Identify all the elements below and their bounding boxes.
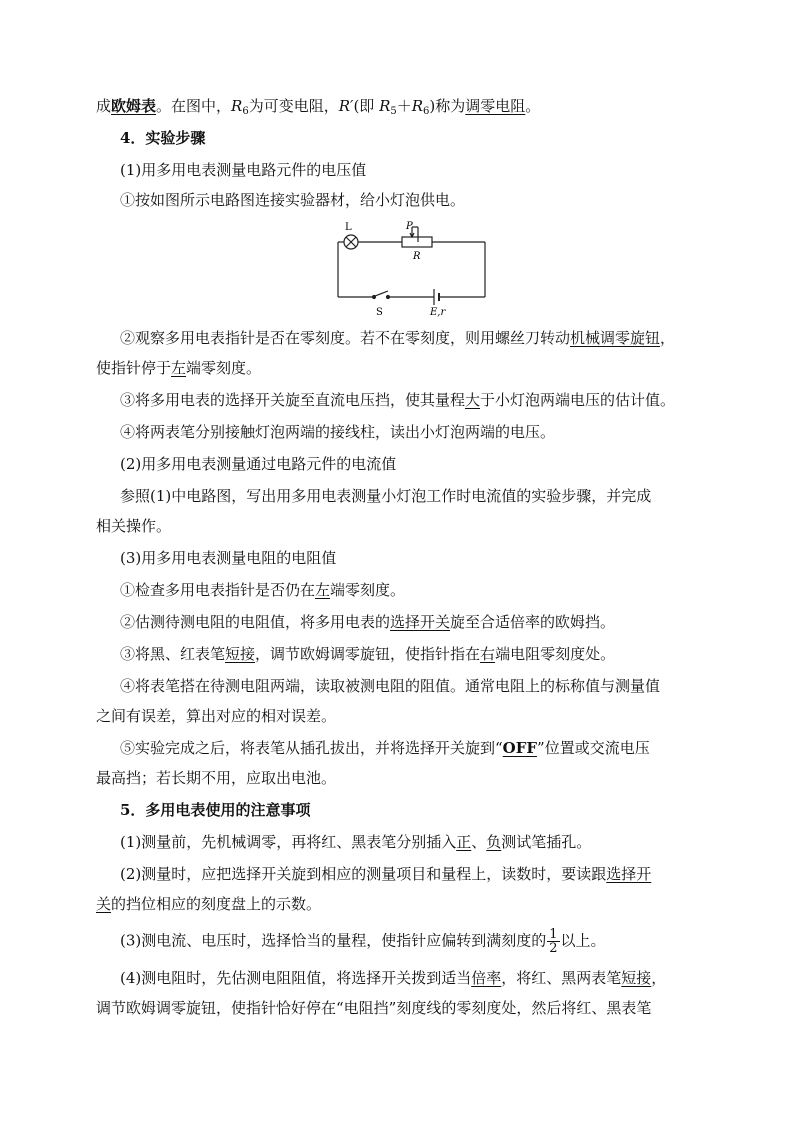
resistor-label: R [413, 251, 421, 262]
subsection-2-title: (2)用多用电表测量通过电路元件的电流值 [120, 455, 397, 473]
note-1: (1)测量前，先机械调零，再将红、黑表笔分别插入正、负测试笔插孔。 [120, 833, 592, 851]
s3-step4-line2: 之间有误差，算出对应的相对误差。 [96, 707, 337, 725]
zero-resistor-term: 调零电阻 [465, 97, 526, 115]
s2-line1: 参照(1)中电路图，写出用多用电表测量小灯泡工作时电流值的实验步骤，并完成 [120, 487, 652, 505]
s3-step4-line1: ④将表笔搭在待测电阻两端，读取被测电阻的阻值。通常电阻上的标称值与测量值 [120, 677, 661, 695]
ohmmeter-term: 欧姆表 [111, 97, 157, 115]
s2-line2: 相关操作。 [96, 517, 172, 535]
note-2-line2: 关的挡位相应的刻度盘上的示数。 [96, 895, 322, 913]
s3-step2: ②估测待测电阻的电阻值，将多用电表的选择开关旋至合适倍率的欧姆挡。 [120, 613, 616, 631]
s3-step1: ①检查多用电表指针是否仍在左端零刻度。 [120, 581, 406, 599]
circuit-diagram [330, 215, 500, 320]
s1-step2-line1: ②观察多用电表指针是否在零刻度。若不在零刻度，则用螺丝刀转动机械调零旋钮， [120, 329, 676, 347]
slider-label: P [406, 221, 413, 232]
note-3: (3)测电流、电压时，选择恰当的量程，使指针应偏转到满刻度的 $\frac{1}{2}$ 以上。 [120, 927, 606, 956]
subsection-3-title: (3)用多用电表测量电阻的电阻值 [120, 549, 337, 567]
s1-step4: ④将两表笔分别接触灯泡两端的接线柱，读出小灯泡两端的电压。 [120, 423, 556, 441]
note-2-line1: (2)测量时，应把选择开关旋到相应的测量项目和量程上，读数时，要读跟选择开 [120, 865, 652, 883]
s1-step2-line2: 使指针停于左端零刻度。 [96, 359, 262, 377]
note-4-line1: (4)测电阻时，先估测电阻阻值，将选择开关拨到适当倍率，将红、黑两表笔短接， [120, 969, 667, 987]
switch-icon [375, 291, 388, 296]
note-4-line2: 调节欧姆调零旋钮，使指针恰好停在“电阻挡”刻度线的零刻度处，然后将红、黑表笔 [96, 999, 652, 1017]
switch-label: S [376, 307, 383, 318]
section-5-title: 5．多用电表使用的注意事项 [120, 801, 311, 819]
lamp-label: L [345, 222, 352, 233]
fraction-half: $\frac{1}{2}$ [549, 927, 558, 956]
resistor-icon [402, 237, 432, 247]
s1-step3: ③将多用电表的选择开关旋至直流电压挡，使其量程大于小灯泡两端电压的估计值。 [120, 391, 676, 409]
intro-paragraph: 成欧姆表。在图中，$R_6$为可变电阻，R′(即 $R_5+R_6$)称为调零电阻。 [96, 97, 541, 117]
s1-step1: ①按如图所示电路图连接实验器材，给小灯泡供电。 [120, 191, 466, 209]
s3-step5-line2: 最高挡；若长期不用，应取出电池。 [96, 769, 337, 787]
subsection-1-title: (1)用多用电表测量电路元件的电压值 [120, 161, 367, 179]
s3-step5-line1: ⑤实验完成之后，将表笔从插孔拔出，并将选择开关旋到“OFF”位置或交流电压 [120, 739, 650, 757]
section-4-title: 4．实验步骤 [120, 129, 206, 147]
battery-label: E,r [430, 307, 446, 318]
s3-step3: ③将黑、红表笔短接，调节欧姆调零旋钮，使指针指在右端电阻零刻度处。 [120, 645, 616, 663]
